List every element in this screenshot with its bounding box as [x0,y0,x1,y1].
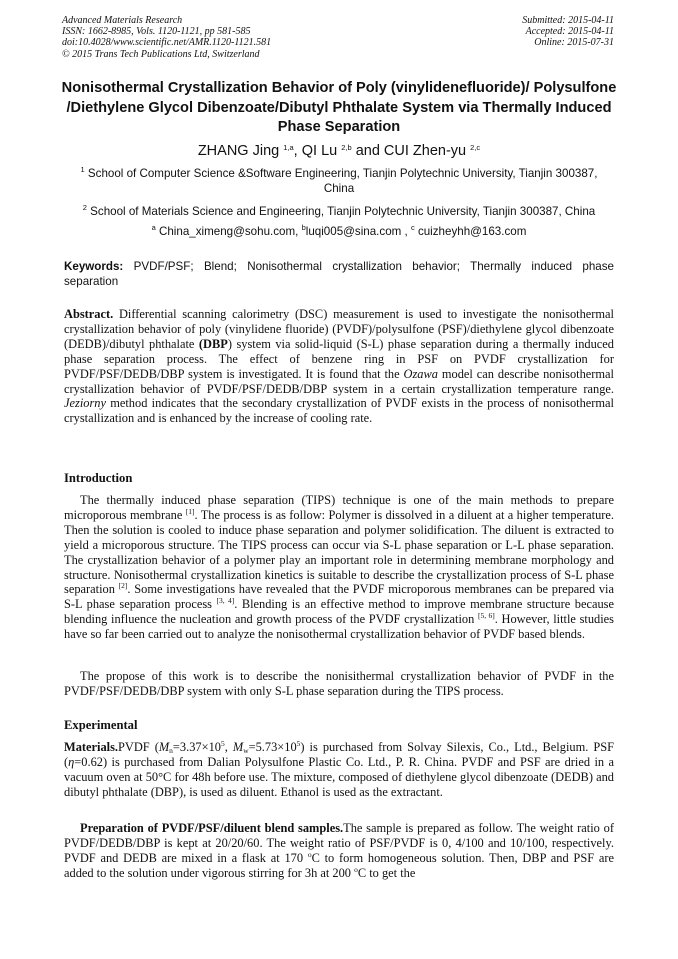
email-b-mark: b [301,223,306,232]
citation-5-6: [5, 6] [477,611,495,621]
author-1-affil: 1,a [283,143,294,152]
keywords [64,260,614,289]
citation-3-4: [3, 4] [216,596,235,606]
materials-label: Materials. [64,740,119,754]
preparation-text-1: The sample is prepared as follow. The weight ratio of PVDF/DEDB/DBP is kept at 20/20/60. The weight ratio of PSF/PVDF is 0, 4/100 and 10/100, respectively. PVDF and DEDB are mixed in a flask at 170 [64,821,614,865]
journal-name: Advanced Materials Research [62,15,183,26]
submitted-date: Submitted: 2015-04-11 [522,15,614,26]
publication-dates [522,15,614,49]
mw-subscript: w [243,746,249,755]
experimental-heading: Experimental [64,718,138,732]
author-3-affil: 2,c [470,143,481,152]
affiliation-2-text: School of Materials Science and Engineering, Tianjin Polytechnic University, Tianjin 300387, China [86,205,596,218]
abstract-dbp: (DBP [198,336,228,351]
mn-symbol: M [158,740,170,754]
intro-text-b: . The process is as follow: Polymer is dissolved in a diluent at a higher temperature. Then the solution is cooled to induce phase separation and polymer solidification. The diluent is extracted to yield a microporous structure. The TIPS process can occur via S-L phase separation or L-L phase separation. The crystallization behavior of a polymer play an important role in determining membrane morphology and structure. Nonisothermal crystallization kinetics is suitable to describe the crystallization process of S-L phase separation [64,507,614,597]
keywords-label: Keywords: [64,260,124,273]
online-date: Online: 2015-07-31 [534,37,614,49]
abstract-text-4: method indicates that the secondary crystallization of PVDF exists in the process of nonisothermal crystallization and is enhanced by the increase of cooling rate. [64,396,614,426]
degree-mark-2: o [354,864,358,874]
author-list [58,142,620,160]
citation-1: [1] [185,506,195,516]
author-1: ZHANG Jing [197,143,284,159]
affiliation-1-text: School of Computer Science &Software Engineering, Tianjin Polytechnic University, Tianjin 300387, China [84,167,598,195]
author-2: , QI Lu [293,143,342,159]
preparation-text-2: C to form homogeneous solution. Then, DBP and PSF are added to the solution under vigorous stirring for 3h at 200 [64,850,614,880]
degree-mark-1: o [307,849,312,859]
mw-exponent: 5 [296,739,301,748]
affiliation-1-number: 1 [80,165,85,174]
abstract [64,307,614,426]
accepted-date: Accepted: 2015-04-11 [525,26,614,38]
author-2-affil: 2,b [341,143,352,152]
materials-paragraph [64,740,614,800]
preparation-label: Preparation of PVDF/PSF/diluent blend samples. [80,821,344,835]
journal-meta [62,15,271,60]
mw-symbol: M [232,740,244,754]
citation-2: [2] [118,581,128,591]
introduction-paragraph-1 [64,493,614,642]
affiliation-1 [64,166,614,196]
email-a[interactable]: China_ximeng@sohu.com, [155,225,302,238]
materials-text-1: PVDF ( [118,740,159,754]
email-a-mark: a [151,223,156,232]
materials-text-3: =0.62) is purchased from Dalian Polysulfone Plastic Co. Ltd., P. R. China. PVDF and PSF are dried in a vacuum oven at 50°C for 48h before use. The mixture, composed of diethylene glycol dibenzoate (DEDB) and dibutyl phthalate (DBP), is used as diluent. Ethanol is used as the extractant. [64,754,614,799]
mn-subscript: n [169,746,173,755]
intro-text-e: . However, little studies have so far been carried out to analyze the nonisothermal crystallization behavior of PVDF based blends. [64,612,614,642]
affiliation-2 [64,204,614,219]
eta-symbol: η [68,754,75,769]
mn-value: =3.37×10 [172,740,221,754]
abstract-ozawa: Ozawa [403,366,438,381]
abstract-jeziorny: Jeziorny [64,396,106,411]
intro-text-c: . Some investigations have revealed that the PVDF microporous membranes can be prepared via S-L phase separation process [64,582,614,612]
email-c-mark: c [410,223,415,232]
author-3: and CUI Zhen-yu [351,143,471,159]
preparation-text-3: C to get the [357,865,416,880]
materials-sep: , [224,740,233,754]
intro-text-d: . Blending is an effective method to improve membrane structure because blending influence the nucleation and growth process of the PVDF crystallization [64,597,614,627]
abstract-text-2: ) system via solid-liquid (S-L) phase separation during a thermally induced phase separation process. The effect of benzene ring in PSF on PVDF crystallization for PVDF/PSF/DEDB/DBP system is investigated. It is found that the [64,336,615,381]
issn-line: ISSN: 1662-8985, Vols. 1120-1121, pp 581-585 [62,26,251,38]
copyright-line: © 2015 Trans Tech Publications Ltd, Switzerland [62,48,260,60]
email-b[interactable]: luqi005@sina.com , [305,225,411,238]
mw-value: =5.73×10 [248,740,297,754]
affiliation-2-number: 2 [82,203,87,212]
mn-exponent: 5 [220,739,225,748]
preparation-paragraph [64,821,614,881]
keywords-text: PVDF/PSF; Blend; Nonisothermal crystallization behavior; Thermally induced phase separation [64,260,614,288]
doi-line: doi:10.4028/www.scientific.net/AMR.1120-1121.581 [62,37,272,49]
email-c[interactable]: cuizheyhh@163.com [414,225,527,238]
abstract-label: Abstract. [64,307,114,321]
paper-title: Nonisothermal Crystallization Behavior of Poly (vinylidenefluoride)/ Polysulfone /Diethylene Glycol Dibenzoate/Dibutyl Phthalate System via Thermally Induced Phase Separation [61,80,617,135]
abstract-text-1: Differential scanning calorimetry (DSC) measurement is used to investigate the nonisothermal crystallization behavior of poly (vinylidene fluoride) (PVDF)/polysulfone (PSF)/diethylene glycol dibenzoate (DEDB)/dibutyl phthalate [64,307,614,351]
intro-text-a: The thermally induced phase separation (TIPS) technique is one of the main methods to prepare microporous membrane [64,493,614,522]
introduction-paragraph-2: The propose of this work is to describe the nonisithermal crystallization behavior of PVDF in the PVDF/PSF/DEDB/DBP system with only S-L phase separation during the TIPS process. [64,669,614,698]
abstract-text-3: model can describe nonisothermal crystallization behavior of PVDF/PSF/DEDB/DBP system in a certain crystallization temperature range. [64,366,614,396]
introduction-heading: Introduction [64,471,133,485]
author-emails [64,224,614,239]
materials-text-2: ) is purchased from Solvay Silexis, Co., Ltd., Belgium. PSF ( [64,740,615,769]
